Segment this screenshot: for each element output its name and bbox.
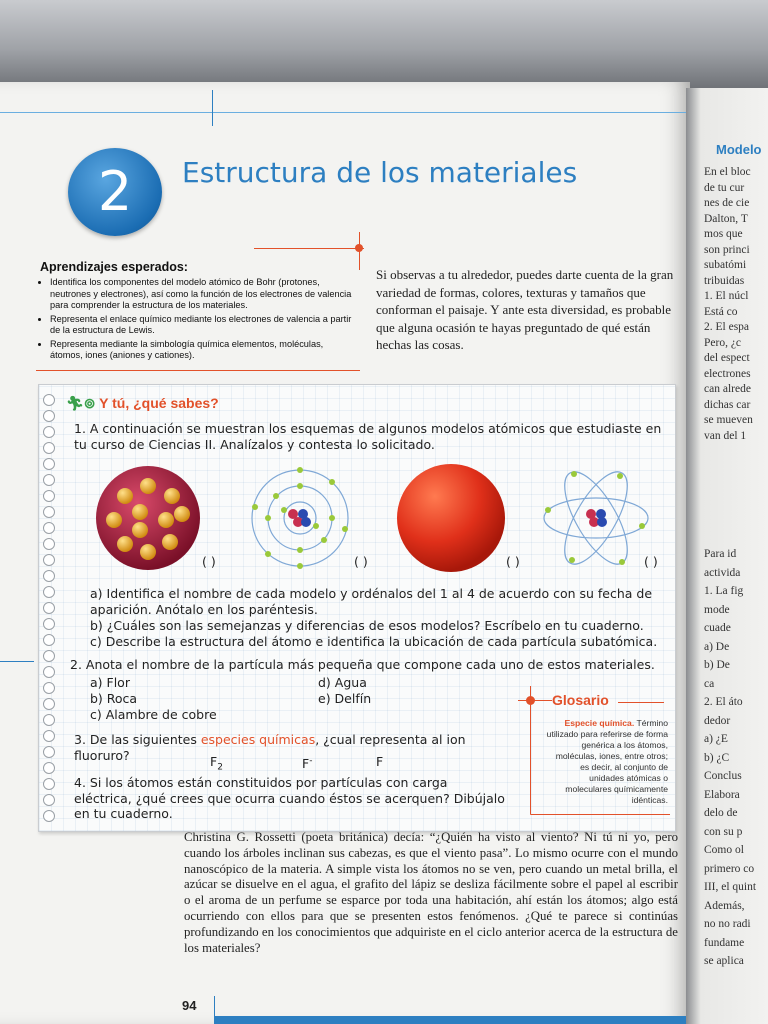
next-page-line: Elabora bbox=[704, 788, 740, 801]
next-page-line: a) ¿E bbox=[704, 733, 728, 745]
learning-goal-item: • Identifica los componentes del modelo atómico de Bohr (protones, neutrones y electrones), así como la función de los electrones de valencia para comprender la estructura de los materiales. bbox=[50, 277, 356, 312]
next-page-line: activida bbox=[704, 566, 741, 579]
question-4: 4. Si los átomos están constituidos por partículas con carga eléctrica, ¿qué crees que ocurra cuando éstos se acerquen? Dibújalo en tu cuaderno. bbox=[74, 775, 505, 821]
glossary-vline bbox=[530, 686, 531, 814]
notebook-ring bbox=[43, 538, 55, 550]
question-2: 2. Anota el nombre de la partícula más pequeña que compone cada uno de estos materiales. bbox=[70, 657, 655, 672]
next-page-line: 2. El espa bbox=[704, 321, 750, 333]
glossary-term-link[interactable]: especies químicas bbox=[200, 732, 316, 747]
notebook-ring bbox=[43, 522, 55, 534]
title-rule bbox=[254, 248, 364, 249]
question-3: 3. De las siguientes especies químicas, ¿cual representa al ion fluoruro? bbox=[74, 732, 466, 763]
next-page-line: III, el quint bbox=[704, 881, 757, 893]
notebook-ring bbox=[43, 474, 55, 486]
notebook-ring bbox=[43, 778, 55, 790]
next-page-line: b) ¿C bbox=[704, 751, 730, 764]
next-page-line: 1. El núcl bbox=[704, 290, 749, 302]
notebook-ring bbox=[43, 730, 55, 742]
next-page-line: 1. La fig bbox=[704, 585, 744, 597]
notebook-ring bbox=[43, 634, 55, 646]
next-page-line: tribuidas bbox=[704, 274, 745, 287]
formula-f-minus: F- bbox=[302, 756, 313, 772]
next-page-edge bbox=[686, 88, 768, 1024]
question-2e: e) Delfín bbox=[318, 691, 372, 706]
question-1a: a) Identifica el nombre de cada modelo y ordénalos del 1 al 4 de acuerdo con su fecha de aparición. Anótalo en los paréntesis. bbox=[90, 586, 653, 617]
answer-paren-4: ( ) bbox=[644, 554, 658, 569]
top-tick bbox=[212, 90, 213, 126]
question-2b: b) Roca bbox=[90, 691, 138, 706]
quote-paragraph: Christina G. Rossetti (poeta británica) decía: “¿Quién ha visto al viento? Ni tú ni yo, pero cuando los árboles inclinan sus cabezas, es que el viento pasa”. Lo mismo ocurre con el mundo nanoscópico de la materia. A simple vista los átomos no se ven, pero cuando un metal brilla, el azúcar se disuelve en el agua, el grafito del lápiz se desliza fácilmente sobre el papel al escribir o el aroma de un perfume se esparce por toda una habitación, ahí están los átomos; algo está ocurriendo con ellos para que se presenten estos fenómenos. ¿Qué te parece si continúas profundizando en los conocimientos que adquiriste en el ciclo anterior acerca de la estructura de los materiales? bbox=[184, 830, 678, 955]
next-page-line: nes de cie bbox=[704, 197, 750, 209]
aprend-underline bbox=[36, 370, 360, 371]
next-page-line: dichas car bbox=[704, 398, 751, 411]
question-2c: c) Alambre de cobre bbox=[90, 707, 217, 722]
next-page-line: no no radi bbox=[704, 918, 751, 930]
notebook-ring bbox=[43, 506, 55, 518]
next-page-line: ca bbox=[704, 677, 715, 690]
next-page-line: Dalton, T bbox=[704, 212, 748, 225]
notebook-ring bbox=[43, 570, 55, 582]
question-1b: b) ¿Cuáles son las semejanzas y diferencias de esos modelos? Escríbelo en tu cuaderno. bbox=[90, 618, 644, 633]
bottom-rule bbox=[214, 1016, 686, 1024]
next-page-line: b) De bbox=[704, 659, 730, 671]
next-page-line: mos que bbox=[704, 228, 743, 240]
glossary-title-line bbox=[618, 702, 664, 703]
next-page-line: a) De bbox=[704, 640, 730, 653]
notebook-ring bbox=[43, 762, 55, 774]
next-page-line: Pero, ¿c bbox=[704, 336, 742, 349]
next-page-line: cuade bbox=[704, 622, 731, 634]
question-1c: c) Describe la estructura del átomo e identifica la ubicación de cada partícula subatómica. bbox=[90, 634, 658, 649]
learning-goal-item: • Representa el enlace químico mediante los electrones de valencia a partir de la estructura de Lewis. bbox=[50, 314, 356, 337]
next-page-line: primero co bbox=[704, 862, 755, 875]
question-2a: a) Flor bbox=[90, 675, 130, 690]
notebook-ring bbox=[43, 746, 55, 758]
answer-paren-3: ( ) bbox=[506, 554, 520, 569]
answer-paren-1: ( ) bbox=[202, 554, 216, 569]
next-page-line: delo de bbox=[704, 807, 738, 819]
notebook-ring bbox=[43, 618, 55, 630]
top-rule bbox=[0, 112, 686, 113]
next-page-line: son princi bbox=[704, 243, 750, 256]
notebook-ring bbox=[43, 810, 55, 822]
question-1: 1. A continuación se muestran los esquemas de algunos modelos atómicos que estudiaste en tu curso de Ciencias II. Analízalos y contesta lo solicitado. bbox=[74, 421, 662, 452]
notebook-ring bbox=[43, 602, 55, 614]
next-page-line: van del 1 bbox=[704, 429, 747, 442]
glossary-line bbox=[518, 700, 552, 701]
glossary-definition: Especie química. Término utilizado para referirse de forma genérica a los átomos, moléculas, iones, entre otros; es decir, al conjunto de unidades atómicas o moleculares químicamente idénticas. bbox=[546, 718, 668, 805]
next-page-line: de tu cur bbox=[704, 181, 745, 194]
activity-title: 🏃︎⊚ Y tú, ¿qué sabes? bbox=[66, 395, 219, 411]
next-page-line: del espect bbox=[704, 352, 750, 364]
notebook-ring bbox=[43, 682, 55, 694]
notebook-ring bbox=[43, 714, 55, 726]
runner-icon: 🏃︎ bbox=[66, 395, 84, 411]
next-page-line: Está co bbox=[704, 305, 738, 318]
notebook-ring bbox=[43, 554, 55, 566]
notebook-ring bbox=[43, 650, 55, 662]
formula-f2: $F_2$ bbox=[210, 754, 223, 773]
notebook-ring bbox=[43, 410, 55, 422]
next-page-heading: Modelo bbox=[716, 142, 762, 157]
bottom-tick bbox=[214, 996, 215, 1018]
next-page-line: can alrede bbox=[704, 383, 751, 395]
notebook-ring bbox=[43, 442, 55, 454]
next-page-line: dedor bbox=[704, 714, 731, 727]
question-2d: d) Agua bbox=[318, 675, 367, 690]
notebook-ring bbox=[43, 794, 55, 806]
next-page-line: Para id bbox=[704, 548, 737, 560]
next-page-line: Como ol bbox=[704, 844, 744, 856]
next-page-line: 2. El áto bbox=[704, 696, 743, 708]
formula-f: F bbox=[376, 754, 384, 769]
next-page-line: Además, bbox=[704, 899, 745, 912]
next-page-line: fundame bbox=[704, 936, 745, 949]
intro-paragraph: Si observas a tu alrededor, puedes darte cuenta de la gran variedad de formas, colores, texturas y tamaños que conforman el paisaje. Y ante esta diversidad, es probable que alguna ocasión te hayas preguntado de qué están hechas las cosas. bbox=[376, 267, 674, 352]
scan-background bbox=[0, 0, 768, 90]
notebook-ring bbox=[43, 458, 55, 470]
next-page-line: En el bloc bbox=[704, 166, 751, 178]
notebook-ring bbox=[43, 490, 55, 502]
rutherford-model bbox=[544, 463, 648, 572]
target-icon: ⊚ bbox=[83, 395, 96, 411]
learning-goal-item: • Representa mediante la simbología química elementos, moléculas, átomos, iones (aniones y cationes). bbox=[50, 339, 356, 362]
side-mark bbox=[0, 661, 34, 662]
bohr-model bbox=[252, 467, 348, 569]
thomson-model bbox=[96, 466, 200, 570]
learning-goals bbox=[40, 260, 356, 364]
chapter-title: Estructura de los materiales bbox=[182, 156, 578, 189]
answer-paren-2: ( ) bbox=[354, 554, 368, 569]
learning-goals-heading: Aprendizajes esperados: bbox=[40, 260, 188, 274]
atomic-models-figure bbox=[90, 462, 670, 572]
notebook-ring bbox=[43, 394, 55, 406]
next-page-line: se aplica bbox=[704, 955, 744, 967]
next-page-line: electrones bbox=[704, 367, 751, 380]
title-rule-tick bbox=[359, 232, 360, 270]
next-page-line: subatómi bbox=[704, 259, 747, 271]
glossary-underline bbox=[530, 814, 670, 815]
next-page-line: se mueven bbox=[704, 414, 753, 426]
glossary-title: Glosario bbox=[552, 692, 609, 708]
notebook-ring bbox=[43, 426, 55, 438]
page-number: 94 bbox=[182, 998, 197, 1013]
next-page-line: Conclus bbox=[704, 770, 742, 782]
dalton-model bbox=[397, 464, 505, 572]
chapter-number-badge: 2 bbox=[68, 148, 162, 236]
next-page-line: mode bbox=[704, 603, 730, 616]
notebook-ring bbox=[43, 586, 55, 598]
notebook-ring bbox=[43, 666, 55, 678]
next-page-line: con su p bbox=[704, 825, 743, 838]
notebook-ring bbox=[43, 698, 55, 710]
